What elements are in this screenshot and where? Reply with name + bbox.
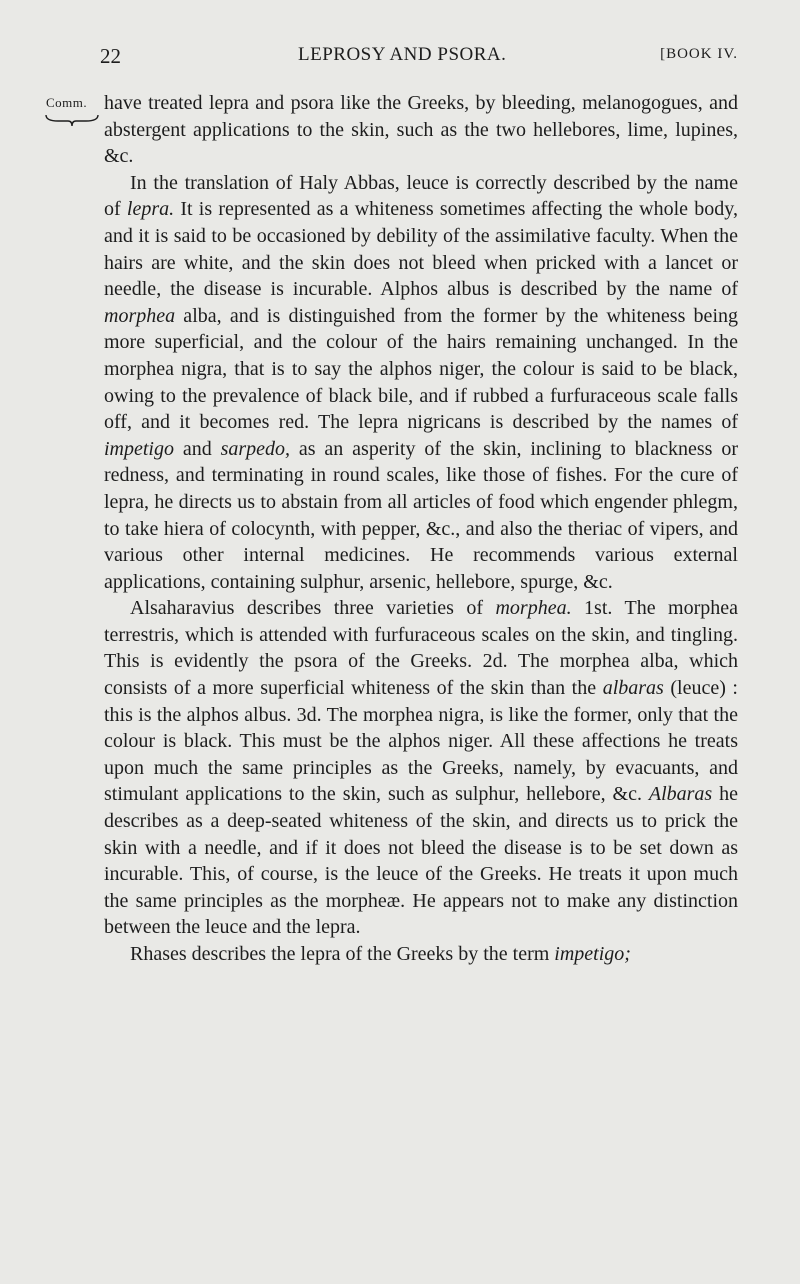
text-run: as an asperity of the skin, inclining to blackness or redness, and terminating in round scales, like those of fishes. For the cure of lepra, he directs us to abstain from all articles of food which engender phlegm, to take hiera of colocynth, with pepper, &c., and also the theriac of vipers, and various other internal medicines. He recommends various external applications, containing sulphur, arsenic, hellebore, spurge, &c. (104, 437, 738, 593)
italic-term: lepra. (126, 198, 175, 221)
text-run: have treated lepra and psora like the Greeks, by bleeding, melanogogues, and abstergent applications to the skin, such as the two hellebores, lime, lupines, &c. (104, 92, 738, 168)
paragraph (104, 90, 738, 170)
italic-term: impetigo; (554, 943, 631, 965)
italic-term: Albaras (648, 783, 713, 806)
page-number: 22 (100, 44, 121, 68)
text-run: and (174, 437, 221, 460)
paragraph (104, 170, 738, 596)
italic-term: impetigo (104, 437, 174, 460)
text-run: Rhases describes the lepra of the Greeks by the term (130, 943, 555, 965)
brace-icon (44, 112, 100, 128)
text-run: (leuce) : this is the alphos albus. 3d. The morphea nigra, is like the former, only that the colour is black. This must be the alphos niger. All these affections he treats upon much the same principles as the Greeks, namely, by evacuants, and stimulant applications to the skin, such as sulphur, hellebore, &c. (104, 677, 738, 806)
paragraph (104, 941, 738, 968)
italic-term: albaras (602, 677, 664, 700)
paragraph (104, 595, 738, 941)
text-run: alba, and is distinguished from the former by the whiteness being more superficial, and the colour of the hairs remaining unchanged. In the morphea nigra, that is to say the alphos niger, the colour is said to be black, owing to the prevalence of black bile, and if rubbed a furfuraceous scale falls off, and it becomes red. The lepra nigricans is described by the names of (104, 304, 738, 434)
italic-term: morphea. (495, 597, 572, 620)
margin-note: Comm. (46, 95, 88, 110)
text-run: 1st. The morphea terrestris, which is attended with furfuraceous scales on the skin, and tingling. This is evidently the psora of the Greeks. 2d. The morphea alba, which consists of a more superficial whiteness of the skin than the (104, 597, 739, 700)
running-title: LEPROSY AND PSORA. (298, 44, 507, 65)
italic-term: morphea (104, 304, 176, 327)
italic-term: sarpedo, (220, 437, 291, 460)
text-run: In the translation of Haly Abbas, leuce is correctly described by the name of (104, 171, 738, 221)
text-run: It is represented as a whiteness sometimes affecting the whole body, and it is said to be occasioned by debility of the assimilative faculty. When the hairs are white, and the skin does not bleed when pricked with a lancet or needle, the disease is incurable. Alphos albus is described by the name of (104, 198, 738, 301)
page-header (98, 44, 738, 76)
book-reference: [BOOK IV. (660, 46, 738, 62)
text-run: he describes as a deep-seated whiteness of the skin, and directs us to prick the skin with a needle, and if it does not bleed the disease is to be set down as incurable. This, of course, is the leuce of the Greeks. He treats it upon much the same principles as the morpheæ. He appears not to make any distinction between the leuce and the lepra. (104, 783, 738, 939)
body-text (104, 90, 738, 968)
text-run: Alsaharavius describes three varieties of (130, 597, 496, 620)
